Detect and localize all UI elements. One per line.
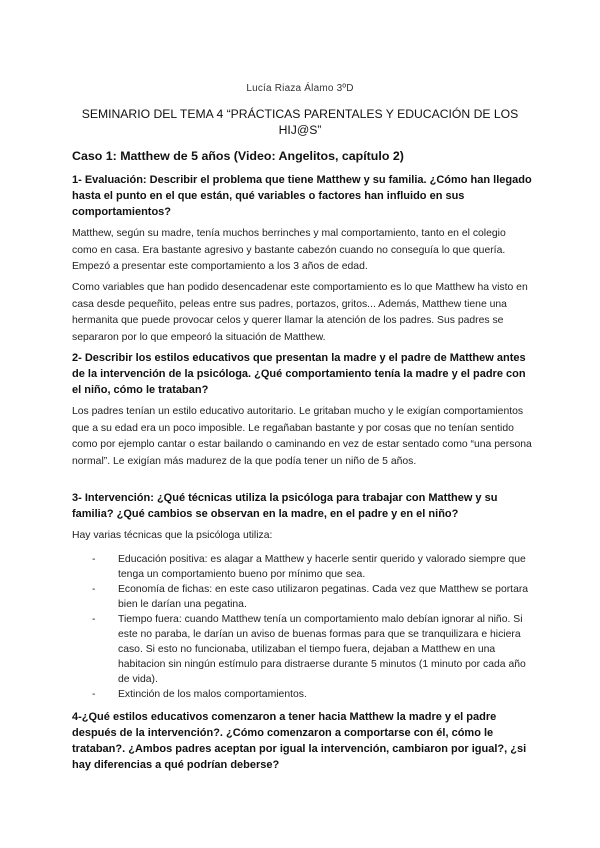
list-marker: - [92,689,96,700]
list-marker: - [92,614,96,625]
list-marker: - [92,584,96,595]
list-item [72,582,534,612]
techniques-list [72,552,534,702]
question-4: 4-¿Qué estilos educativos comenzaron a tener hacia Matthew la madre y el padre después de la intervención?. ¿Cómo comenzaron a comportarse con él, cómo le trataban?. ¿Ambos padres aceptan por igual la intervención, cambiaron por igual?, ¿si hay diferencias a qué podrían deberse? [72,711,527,771]
case-heading: Caso 1: Matthew de 5 años (Video: Angelitos, capítulo 2) [72,149,404,163]
answer-2-paragraph: Los padres tenían un estilo educativo autoritario. Le gritaban mucho y le exigían comportamientos que a su edad era un poco imposible. Le regañaban bastante y por cosas que no tenían sentido como por ejemplo cantar o estar bailando o caminando en vez de estar sentado como “una persona normal”. Le exigían más madurez de la que podía tener un niño de 5 años. [72,406,532,467]
list-item [72,552,534,582]
answer-3-intro: Hay varias técnicas que la psicóloga utiliza: [72,530,273,541]
list-item [72,687,534,702]
author-line: Lucía Riaza Álamo 3ºD [246,83,354,94]
list-item [72,612,534,687]
answer-1-paragraph-2: Como variables que han podido desencadenar este comportamiento es lo que Matthew ha visto en casa desde pequeñito, peleas entre sus padres, portazos, gritos... Además, Matthew tiene una hermanita que puede provocar celos y querer llamar la atención de los padres. Sus padres se separaron por lo que empeoró la situación de Matthew. [72,282,528,343]
document-title: SEMINARIO DEL TEMA 4 “PRÁCTICAS PARENTALES Y EDUCACIÓN DE LOS HIJ@S” [81,107,519,137]
list-item-text: Extinción de los malos comportamientos. [118,689,307,700]
list-item-text: Educación positiva: es alagar a Matthew y hacerle sentir querido y valorado siempre que tenga un comportamiento bueno por mínimo que sea. [118,554,526,580]
list-item-text: Tiempo fuera: cuando Matthew tenía un comportamiento malo debían ignorar al niño. Si este no paraba, le darían un aviso de buenas formas para que se tranquilizara e hiciera caso. Si esto no funcionaba, utilizaban el tiempo fuera, dejaban a Matthew en una habitacion sin ningún estímulo para distraerse durante 5 minutos (1 minuto por cada año de vida). [118,614,526,685]
question-3: 3- Intervención: ¿Qué técnicas utiliza la psicóloga para trabajar con Matthew y su familia? ¿Qué cambios se observan en la madre, en el padre y en el niño? [72,492,498,520]
answer-1-paragraph-1: Matthew, según su madre, tenía muchos berrinches y mal comportamiento, tanto en el colegio como en casa. Era bastante agresivo y bastante cabezón cuando no conseguía lo que quería. Empezó a presentar este comportamiento a los 3 años de edad. [72,228,506,272]
question-2: 2- Describir los estilos educativos que presentan la madre y el padre de Matthew antes de la intervención de la psicóloga. ¿Qué comportamiento tenía la madre y el padre con el niño, cómo le trataban? [72,352,526,396]
list-item-text: Economía de fichas: en este caso utilizaron pegatinas. Cada vez que Matthew se portara bien le darían una pegatina. [118,584,529,610]
list-marker: - [92,554,96,565]
question-1: 1- Evaluación: Describir el problema que tiene Matthew y su familia. ¿Cómo han llegado hasta el punto en el que están, qué variables o factores han influido en sus comportamientos? [72,174,532,218]
